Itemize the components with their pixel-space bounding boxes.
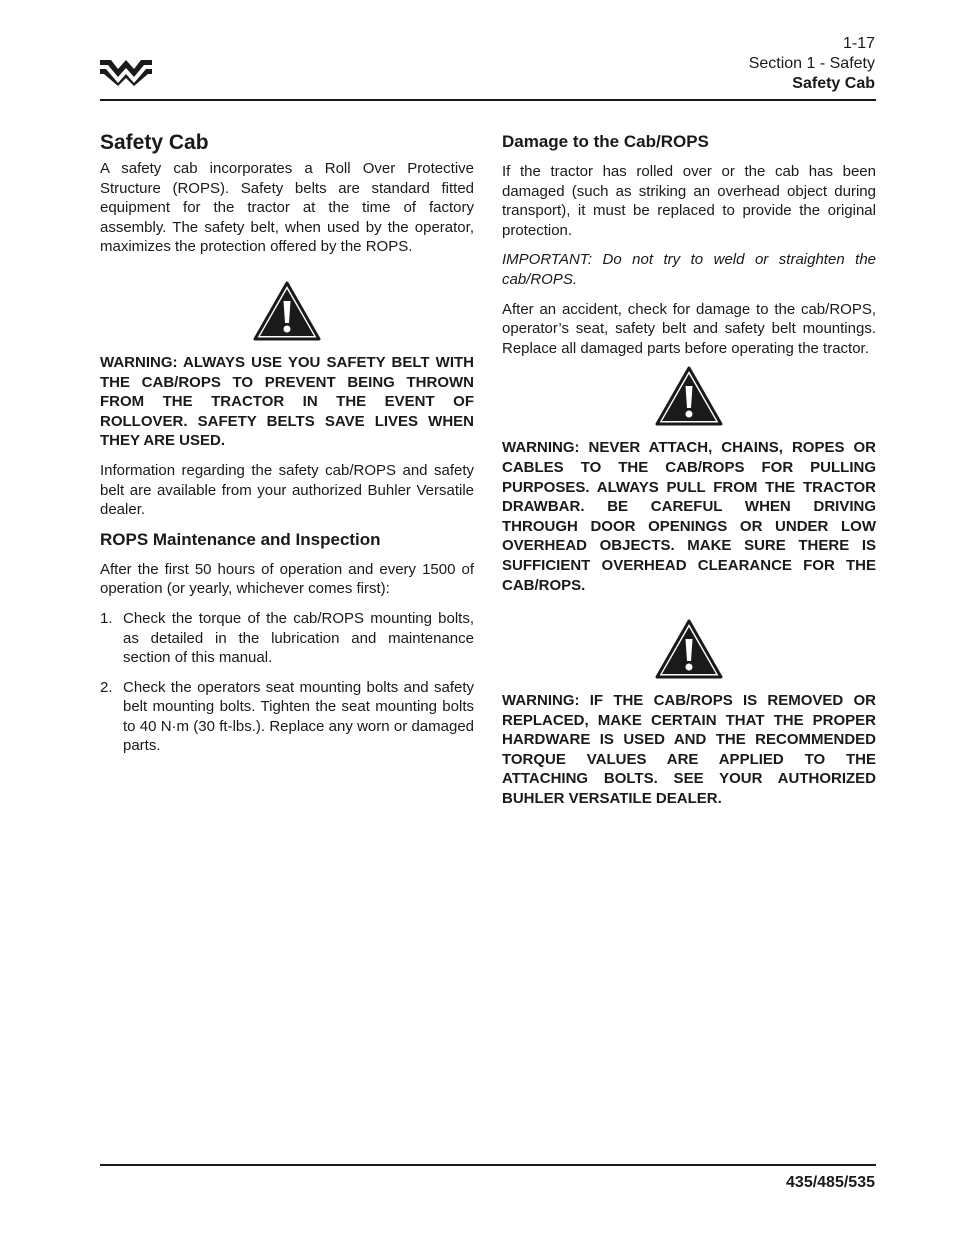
accident-paragraph: After an accident, check for damage to the cab/ROPS, operator’s seat, safety belt and safety belt mountings. Replace all damaged parts before operating the tractor. <box>502 300 876 357</box>
left-column <box>100 128 474 766</box>
right-column <box>502 128 876 819</box>
maintenance-intro: After the first 50 hours of operation and every 1500 of operation (or yearly, whichever comes first): <box>100 560 474 598</box>
header-rule <box>100 99 876 101</box>
damage-heading: Damage to the Cab/ROPS <box>502 132 709 151</box>
maintenance-heading: ROPS Maintenance and Inspection <box>100 529 381 549</box>
page-header <box>749 34 875 94</box>
intro-paragraph: A safety cab incorporates a Roll Over Protective Structure (ROPS). Safety belts are standard fitted equipment for the tractor at the time of factory assembly. The safety belt, when used by the operator, maximizes the protection offered by the ROPS. <box>100 160 474 256</box>
warning-triangle-icon <box>253 281 321 341</box>
list-item: 2. Check the operators seat mounting bolts and safety belt mounting bolts. Tighten the seat mounting bolts to 40 N·m (30 ft-lbs.). Replace any worn or damaged parts. <box>100 678 474 755</box>
warning-triangle-icon <box>655 366 723 426</box>
warning-hardware: WARNING: IF THE CAB/ROPS IS REMOVED OR REPLACED, MAKE CERTAIN THAT THE PROPER HARDWARE IS USED AND THE RECOMMENDED TORQUE VALUES ARE APPLIED TO THE ATTACHING BOLTS. SEE YOUR AUTHORIZED BUHLER VERSATILE DEALER. <box>502 692 876 808</box>
footer-rule <box>100 1164 876 1166</box>
page-title: Safety Cab <box>100 131 209 154</box>
important-note: IMPORTANT: Do not try to weld or straighten the cab/ROPS. <box>502 251 876 288</box>
topic-name: Safety Cab <box>792 75 875 92</box>
page-number: 1-17 <box>842 35 875 52</box>
list-item: 1. Check the torque of the cab/ROPS mounting bolts, as detailed in the lubrication and maintenance section of this manual. <box>100 609 474 667</box>
info-paragraph: Information regarding the safety cab/ROPS and safety belt are available from your authorized Buhler Versatile dealer. <box>100 461 474 519</box>
maintenance-steps <box>100 609 474 756</box>
buhler-versatile-logo <box>100 56 152 86</box>
model-footer: 435/485/535 <box>786 1174 875 1191</box>
warning-seatbelt: WARNING: ALWAYS USE YOU SAFETY BELT WITH THE CAB/ROPS TO PREVENT BEING THROWN FROM THE TRACTOR IN THE EVENT OF ROLLOVER. SAFETY BELTS SAVE LIVES WHEN THEY ARE USED. <box>100 353 474 450</box>
warning-pulling: WARNING: NEVER ATTACH, CHAINS, ROPES OR CABLES TO THE CAB/ROPS FOR PULLING PURPOSES. ALWAYS PULL FROM THE TRACTOR DRAWBAR. BE CAREFUL WHEN DRIVING THROUGH DOOR OPENINGS OR UNDER LOW OVERHEAD OBJECTS. MAKE SURE THERE IS SUFFICIENT OVERHEAD CLEARANCE FOR THE CAB/ROPS. <box>502 439 876 594</box>
section-name: Section 1 - Safety <box>748 55 875 72</box>
warning-triangle-icon <box>655 619 723 679</box>
damage-paragraph: If the tractor has rolled over or the cab has been damaged (such as striking an overhead object during transport), it must be replaced to provide the original protection. <box>502 163 876 239</box>
